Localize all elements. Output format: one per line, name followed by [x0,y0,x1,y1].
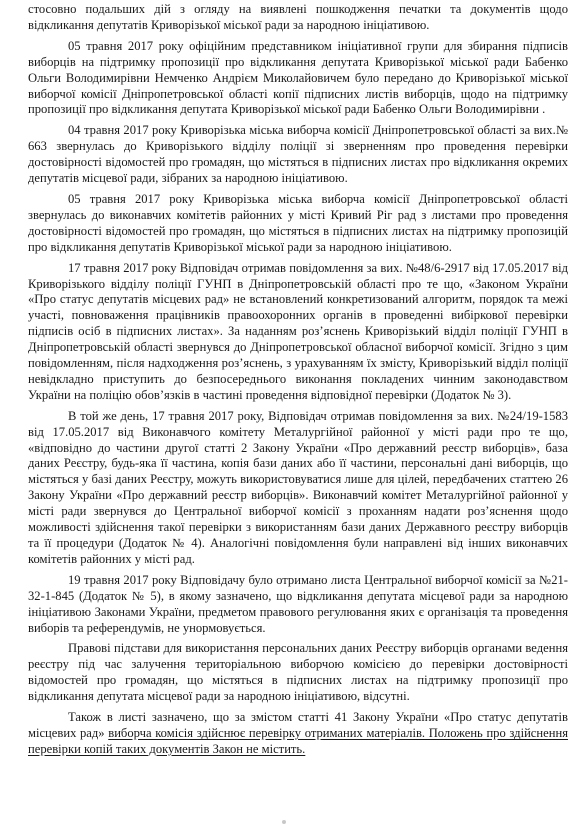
paragraph-4-text: 05 травня 2017 року Криворізька міська виборча комісії Дніпропетровської області звернулась до виконавчих комітетів районних у місті Кривий Ріг рад з листами про проведення достовірності відомостей про громадян, що містяться в підписних листах на підтримку пропозицій про відкликання депутатів Криворізької міської ради за народною ініціативою. [28,191,568,254]
document-page [28,2,568,758]
paragraph-8 [28,641,568,705]
paragraph-8-text: Правові підстави для використання персональних даних Реєстру виборців органами ведення реєстру під час залучення територіальною виборчою комісією до перевірки достовірності відомостей про громадян, що містяться в підписних листах на підтримку пропозиції про відкликання депутата місцевої ради за народною ініціативою, відсутні. [28,641,568,704]
paragraph-6 [28,409,568,568]
paragraph-4 [28,192,568,256]
paragraph-2-text: 05 травня 2017 року офіційним представником ініціативної групи для збирання підписів виборців на підтримку пропозиції про відкликання депутата Криворізької міської ради Бабенко Ольги Володимирівни Немченко Андрієм Миколайовичем було передано до Криворізької міської виборчої комісії Дніпропетровської області копії підписних листів виборців, щодо на підтримку пропозиції про відкликання депутата Криворізької міської ради Бабенко Ольги Володимирівни . [28,38,568,117]
paragraph-1-text: стосовно подальших дій з огляду на виявлені пошкодження печатки та документів щодо відкликання депутатів Криворізької міської ради за народною ініціативою. [28,2,568,32]
paragraph-7-text: 19 травня 2017 року Відповідачу було отримано листа Центральної виборчої комісії за №21-32-1-845 (Додаток № 5), в якому зазначено, що відкликання депутата місцевої ради за народною ініціативою Законами України, предметом правового регулювання яких є організація та проведення виборів та референдумів, не унормовується. [28,572,568,635]
paragraph-1 [28,2,568,34]
paragraph-9 [28,710,568,758]
paragraph-3-text: 04 травня 2017 року Криворізька міська виборча комісії Дніпропетровської області за вих.№ 663 звернулась до Криворізького відділу поліції зі зверненням про проведення перевірки достовірності відомостей про громадян, що містяться в підписних листах про відкликання окремих депутатів місцевої ради, зібраних за народною ініціативою. [28,123,568,186]
paragraph-5 [28,261,568,404]
paragraph-5-text: 17 травня 2017 року Відповідач отримав повідомлення за вих. №48/6-2917 від 17.05.2017 від Криворізького відділу поліції ГУНП в Дніпропетровській області про те що, «Законом України «Про статус депутатів місцевих рад» не встановлений конкретизований алгоритм, порядок та межі участі, повноваження працівників правоохоронних органів в проведенні вибіркової перевірки підписів осіб в підписних листах». За наданням роз’яснень Криворізький відділ поліції ГУНП в Дніпропетровській області звернувся до Дніпропетровської обласної виборчої комісії. Згідно з цим повідомленням, після надходження роз’яснень, з урахуванням їх змісту, Криворізький відділ поліції невідкладно приступить до безпосереднього виконання покладених чинним законодавством України на поліцію обов’язків в частині проведення відповідної перевірки (Додаток № 3). [28,260,568,402]
paragraph-9-underlined-text: виборча комісія здійснює перевірку отриманих матеріалів. Положень про здійснення перевірки копій таких документів Закон не містить. [28,725,568,756]
paragraph-7 [28,573,568,637]
scan-speck [282,820,286,824]
paragraph-3 [28,123,568,187]
paragraph-2 [28,39,568,119]
paragraph-6-text: В той же день, 17 травня 2017 року, Відповідач отримав повідомлення за вих. №24/19-1583 від 17.05.2017 від Виконавчого комітету Металургійної районної у місті ради про те що, «відповідно до частини другої статті 2 Закону України «Про державний реєстр виборців», база даних Реєстру, будь-яка її частина, копія бази даних або її частини, персональні дані виборців, що містяться у базі даних Реєстру, можуть використовуватися лише для цілей, передбачених статтею 26 Закону України «Про державний реєстр виборців». Виконавчий комітет Металургійної районної у місті ради звернувся до Центральної виборчої комісії з проханням надати роз’яснення щодо можливості здійснення такої перевірки з використанням бази даних Державного реєстру виборців та її процедури (Додаток № 4). Аналогічні повідомлення були направлені від інших виконавчих комітетів районних у місті рад. [28,408,568,566]
paragraph-9-text: Також в листі зазначено, що за змістом статті 41 Закону України «Про статус депутатів місцевих рад» [28,710,568,740]
